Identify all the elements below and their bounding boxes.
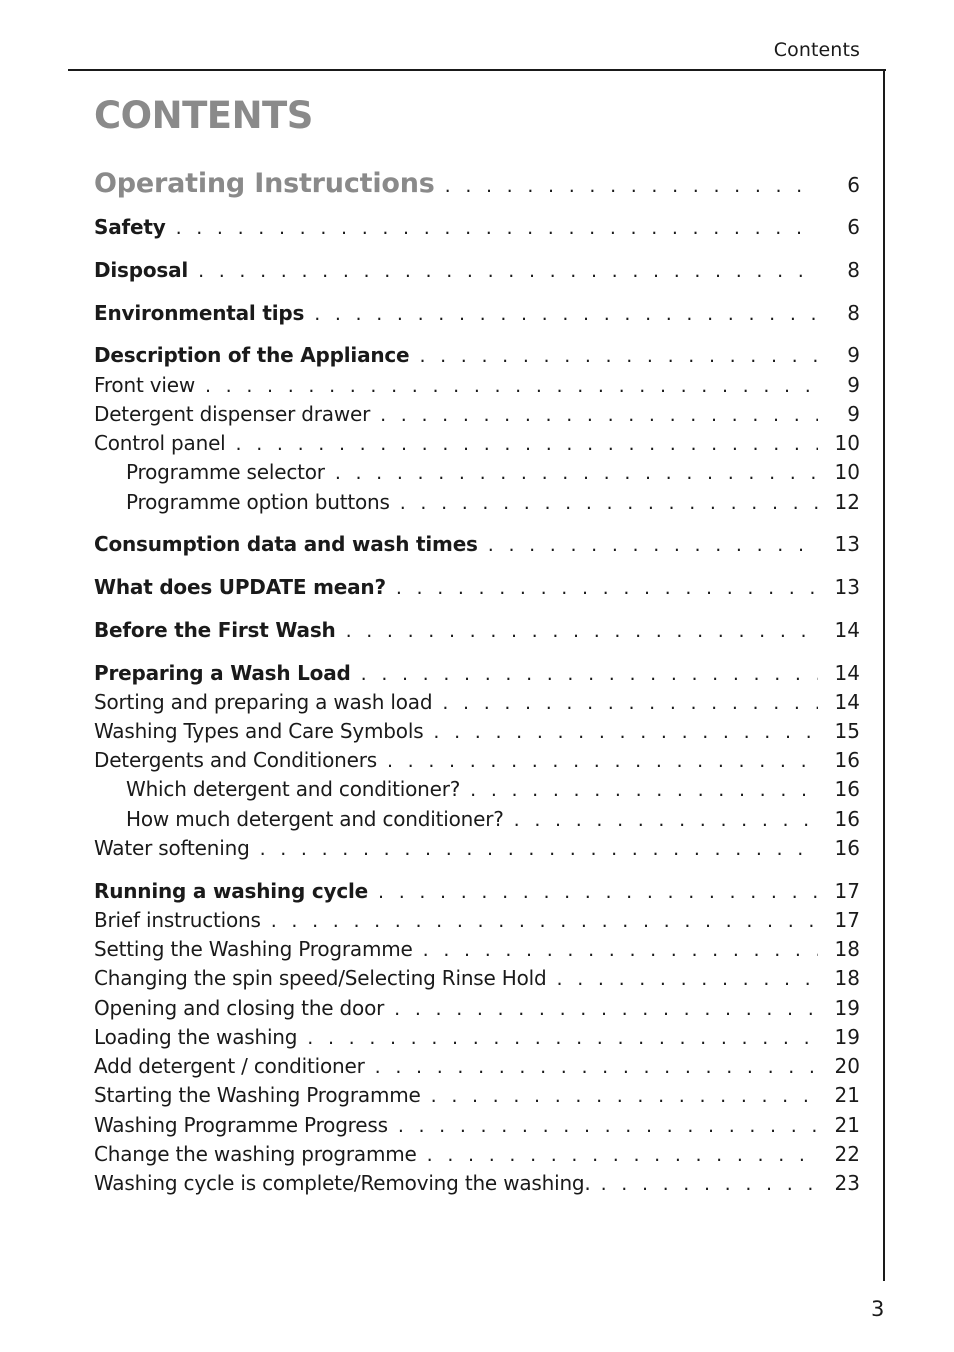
toc-entry-page: 21 bbox=[834, 1113, 860, 1137]
dot-leader bbox=[198, 260, 818, 282]
toc-entry[interactable] bbox=[126, 460, 860, 488]
dot-leader bbox=[335, 462, 818, 484]
toc-entry[interactable] bbox=[94, 1113, 860, 1141]
toc-entry-page: 9 bbox=[847, 373, 860, 397]
toc-entry-page: 10 bbox=[834, 460, 860, 484]
toc-entry[interactable] bbox=[94, 836, 860, 864]
dot-leader bbox=[346, 620, 818, 642]
toc-entry-label: Changing the spin speed/Selecting Rinse Hold bbox=[94, 966, 547, 990]
dot-leader bbox=[314, 303, 818, 325]
dot-leader bbox=[419, 345, 818, 367]
toc-entry-label: Opening and closing the door bbox=[94, 996, 385, 1020]
dot-leader bbox=[427, 1144, 818, 1166]
toc-entry[interactable] bbox=[94, 373, 860, 401]
dot-leader bbox=[433, 721, 818, 743]
toc-entry-label: Detergents and Conditioners bbox=[94, 748, 377, 772]
toc-entry-label: Washing cycle is complete/Removing the washing. bbox=[94, 1171, 591, 1195]
toc-entry-page: 16 bbox=[834, 836, 860, 860]
dot-leader bbox=[601, 1173, 818, 1195]
toc-entry-page: 20 bbox=[834, 1054, 860, 1078]
toc-entry-label: Programme selector bbox=[126, 460, 325, 484]
toc-entry-page: 13 bbox=[834, 532, 860, 556]
toc-entry-label: Front view bbox=[94, 373, 195, 397]
dot-leader bbox=[375, 1056, 818, 1078]
dot-leader bbox=[557, 968, 818, 990]
toc-entry[interactable] bbox=[94, 1054, 860, 1082]
toc-entry-label: Preparing a Wash Load bbox=[94, 661, 351, 685]
dot-leader bbox=[176, 217, 818, 239]
toc-entry-page: 18 bbox=[834, 937, 860, 961]
toc-entry-label: Water softening bbox=[94, 836, 250, 860]
toc-entry-label: Control panel bbox=[94, 431, 226, 455]
toc-entry-page: 14 bbox=[834, 690, 860, 714]
toc-entry-page: 9 bbox=[847, 402, 860, 426]
toc-entry[interactable] bbox=[94, 343, 860, 371]
toc-entry-page: 6 bbox=[847, 215, 860, 239]
dot-leader bbox=[307, 1027, 818, 1049]
toc-entry-page: 10 bbox=[834, 431, 860, 455]
toc-entry-label: Description of the Appliance bbox=[94, 343, 410, 367]
page-number: 3 bbox=[871, 1297, 885, 1321]
toc-entry-page: 23 bbox=[834, 1171, 860, 1195]
toc-entry-page: 9 bbox=[847, 343, 860, 367]
toc-entry[interactable] bbox=[94, 1142, 860, 1170]
toc-entry-page: 6 bbox=[847, 173, 860, 197]
toc-entry-label: Before the First Wash bbox=[94, 618, 336, 642]
toc-entry-label: Detergent dispenser drawer bbox=[94, 402, 371, 426]
toc-entry[interactable] bbox=[94, 215, 860, 243]
toc-entry-label: Which detergent and conditioner? bbox=[126, 777, 461, 801]
toc-entry-label: Operating Instructions bbox=[94, 168, 435, 199]
toc-entry-label: What does UPDATE mean? bbox=[94, 575, 386, 599]
toc-entry[interactable] bbox=[94, 1025, 860, 1053]
toc-entry-label: Sorting and preparing a wash load bbox=[94, 690, 433, 714]
toc-entry-label: Disposal bbox=[94, 258, 189, 282]
dot-leader bbox=[431, 1085, 818, 1107]
toc-entry[interactable] bbox=[126, 490, 860, 518]
toc-entry-label: How much detergent and conditioner? bbox=[126, 807, 504, 831]
toc-entry-label: Washing Types and Care Symbols bbox=[94, 719, 424, 743]
toc-entry[interactable] bbox=[126, 807, 860, 835]
dot-leader bbox=[378, 881, 818, 903]
toc-entry-page: 16 bbox=[834, 748, 860, 772]
toc-entry-page: 12 bbox=[834, 490, 860, 514]
toc-entry-page: 13 bbox=[834, 575, 860, 599]
toc-entry[interactable] bbox=[94, 1171, 860, 1199]
toc-entry-label: Consumption data and wash times bbox=[94, 532, 478, 556]
toc-entry-page: 18 bbox=[834, 966, 860, 990]
dot-leader bbox=[361, 663, 818, 685]
toc-entry-page: 17 bbox=[834, 908, 860, 932]
dot-leader bbox=[236, 433, 818, 455]
dot-leader bbox=[423, 939, 818, 961]
dot-leader bbox=[398, 1115, 818, 1137]
toc-entry[interactable] bbox=[94, 748, 860, 776]
toc-entry-label: Add detergent / conditioner bbox=[94, 1054, 365, 1078]
toc-entry-page: 14 bbox=[834, 661, 860, 685]
toc-entry-label: Safety bbox=[94, 215, 166, 239]
dot-leader bbox=[380, 404, 818, 426]
toc-entry[interactable] bbox=[94, 690, 860, 718]
toc-entry-page: 19 bbox=[834, 996, 860, 1020]
toc-entry-label: Brief instructions bbox=[94, 908, 261, 932]
dot-leader bbox=[514, 809, 818, 831]
toc-entry-label: Washing Programme Progress bbox=[94, 1113, 388, 1137]
dot-leader bbox=[445, 175, 818, 197]
page-title: CONTENTS bbox=[94, 94, 313, 137]
toc-entry-page: 16 bbox=[834, 777, 860, 801]
toc-entry-page: 15 bbox=[834, 719, 860, 743]
toc-entry[interactable] bbox=[94, 402, 860, 430]
toc-entry-page: 8 bbox=[847, 301, 860, 325]
toc-entry[interactable] bbox=[94, 661, 860, 689]
toc-entry[interactable] bbox=[94, 879, 860, 907]
toc-entry[interactable] bbox=[94, 575, 860, 603]
dot-leader bbox=[394, 998, 818, 1020]
toc-entry[interactable] bbox=[94, 719, 860, 747]
dot-leader bbox=[488, 534, 818, 556]
toc-entry-label: Environmental tips bbox=[94, 301, 305, 325]
dot-leader bbox=[387, 750, 818, 772]
dot-leader bbox=[442, 692, 818, 714]
toc-entry-page: 16 bbox=[834, 807, 860, 831]
toc-entry[interactable] bbox=[126, 777, 860, 805]
toc-entry[interactable] bbox=[94, 431, 860, 459]
toc-entry-label: Programme option buttons bbox=[126, 490, 390, 514]
toc-entry-label: Change the washing programme bbox=[94, 1142, 417, 1166]
toc-entry[interactable] bbox=[94, 168, 860, 202]
toc-entry[interactable] bbox=[94, 618, 860, 646]
dot-leader bbox=[396, 577, 818, 599]
toc-entry[interactable] bbox=[94, 908, 860, 936]
toc-entry[interactable] bbox=[94, 996, 860, 1024]
toc-entry-label: Starting the Washing Programme bbox=[94, 1083, 421, 1107]
toc-entry[interactable] bbox=[94, 937, 860, 965]
dot-leader bbox=[260, 838, 818, 860]
toc-entry[interactable] bbox=[94, 532, 860, 560]
toc-entry-page: 21 bbox=[834, 1083, 860, 1107]
toc-entry-label: Setting the Washing Programme bbox=[94, 937, 413, 961]
dot-leader bbox=[271, 910, 818, 932]
toc-entry-label: Loading the washing bbox=[94, 1025, 298, 1049]
toc-entry[interactable] bbox=[94, 258, 860, 286]
dot-leader bbox=[205, 375, 818, 397]
dot-leader bbox=[400, 492, 818, 514]
toc-entry-page: 19 bbox=[834, 1025, 860, 1049]
toc-entry[interactable] bbox=[94, 301, 860, 329]
toc-entry-label: Running a washing cycle bbox=[94, 879, 369, 903]
toc-entry-page: 8 bbox=[847, 258, 860, 282]
toc-entry-page: 14 bbox=[834, 618, 860, 642]
dot-leader bbox=[470, 779, 818, 801]
toc-entry-page: 17 bbox=[834, 879, 860, 903]
toc-entry-page: 22 bbox=[834, 1142, 860, 1166]
running-header: Contents bbox=[773, 39, 860, 61]
toc-entry[interactable] bbox=[94, 1083, 860, 1111]
toc-entry[interactable] bbox=[94, 966, 860, 994]
